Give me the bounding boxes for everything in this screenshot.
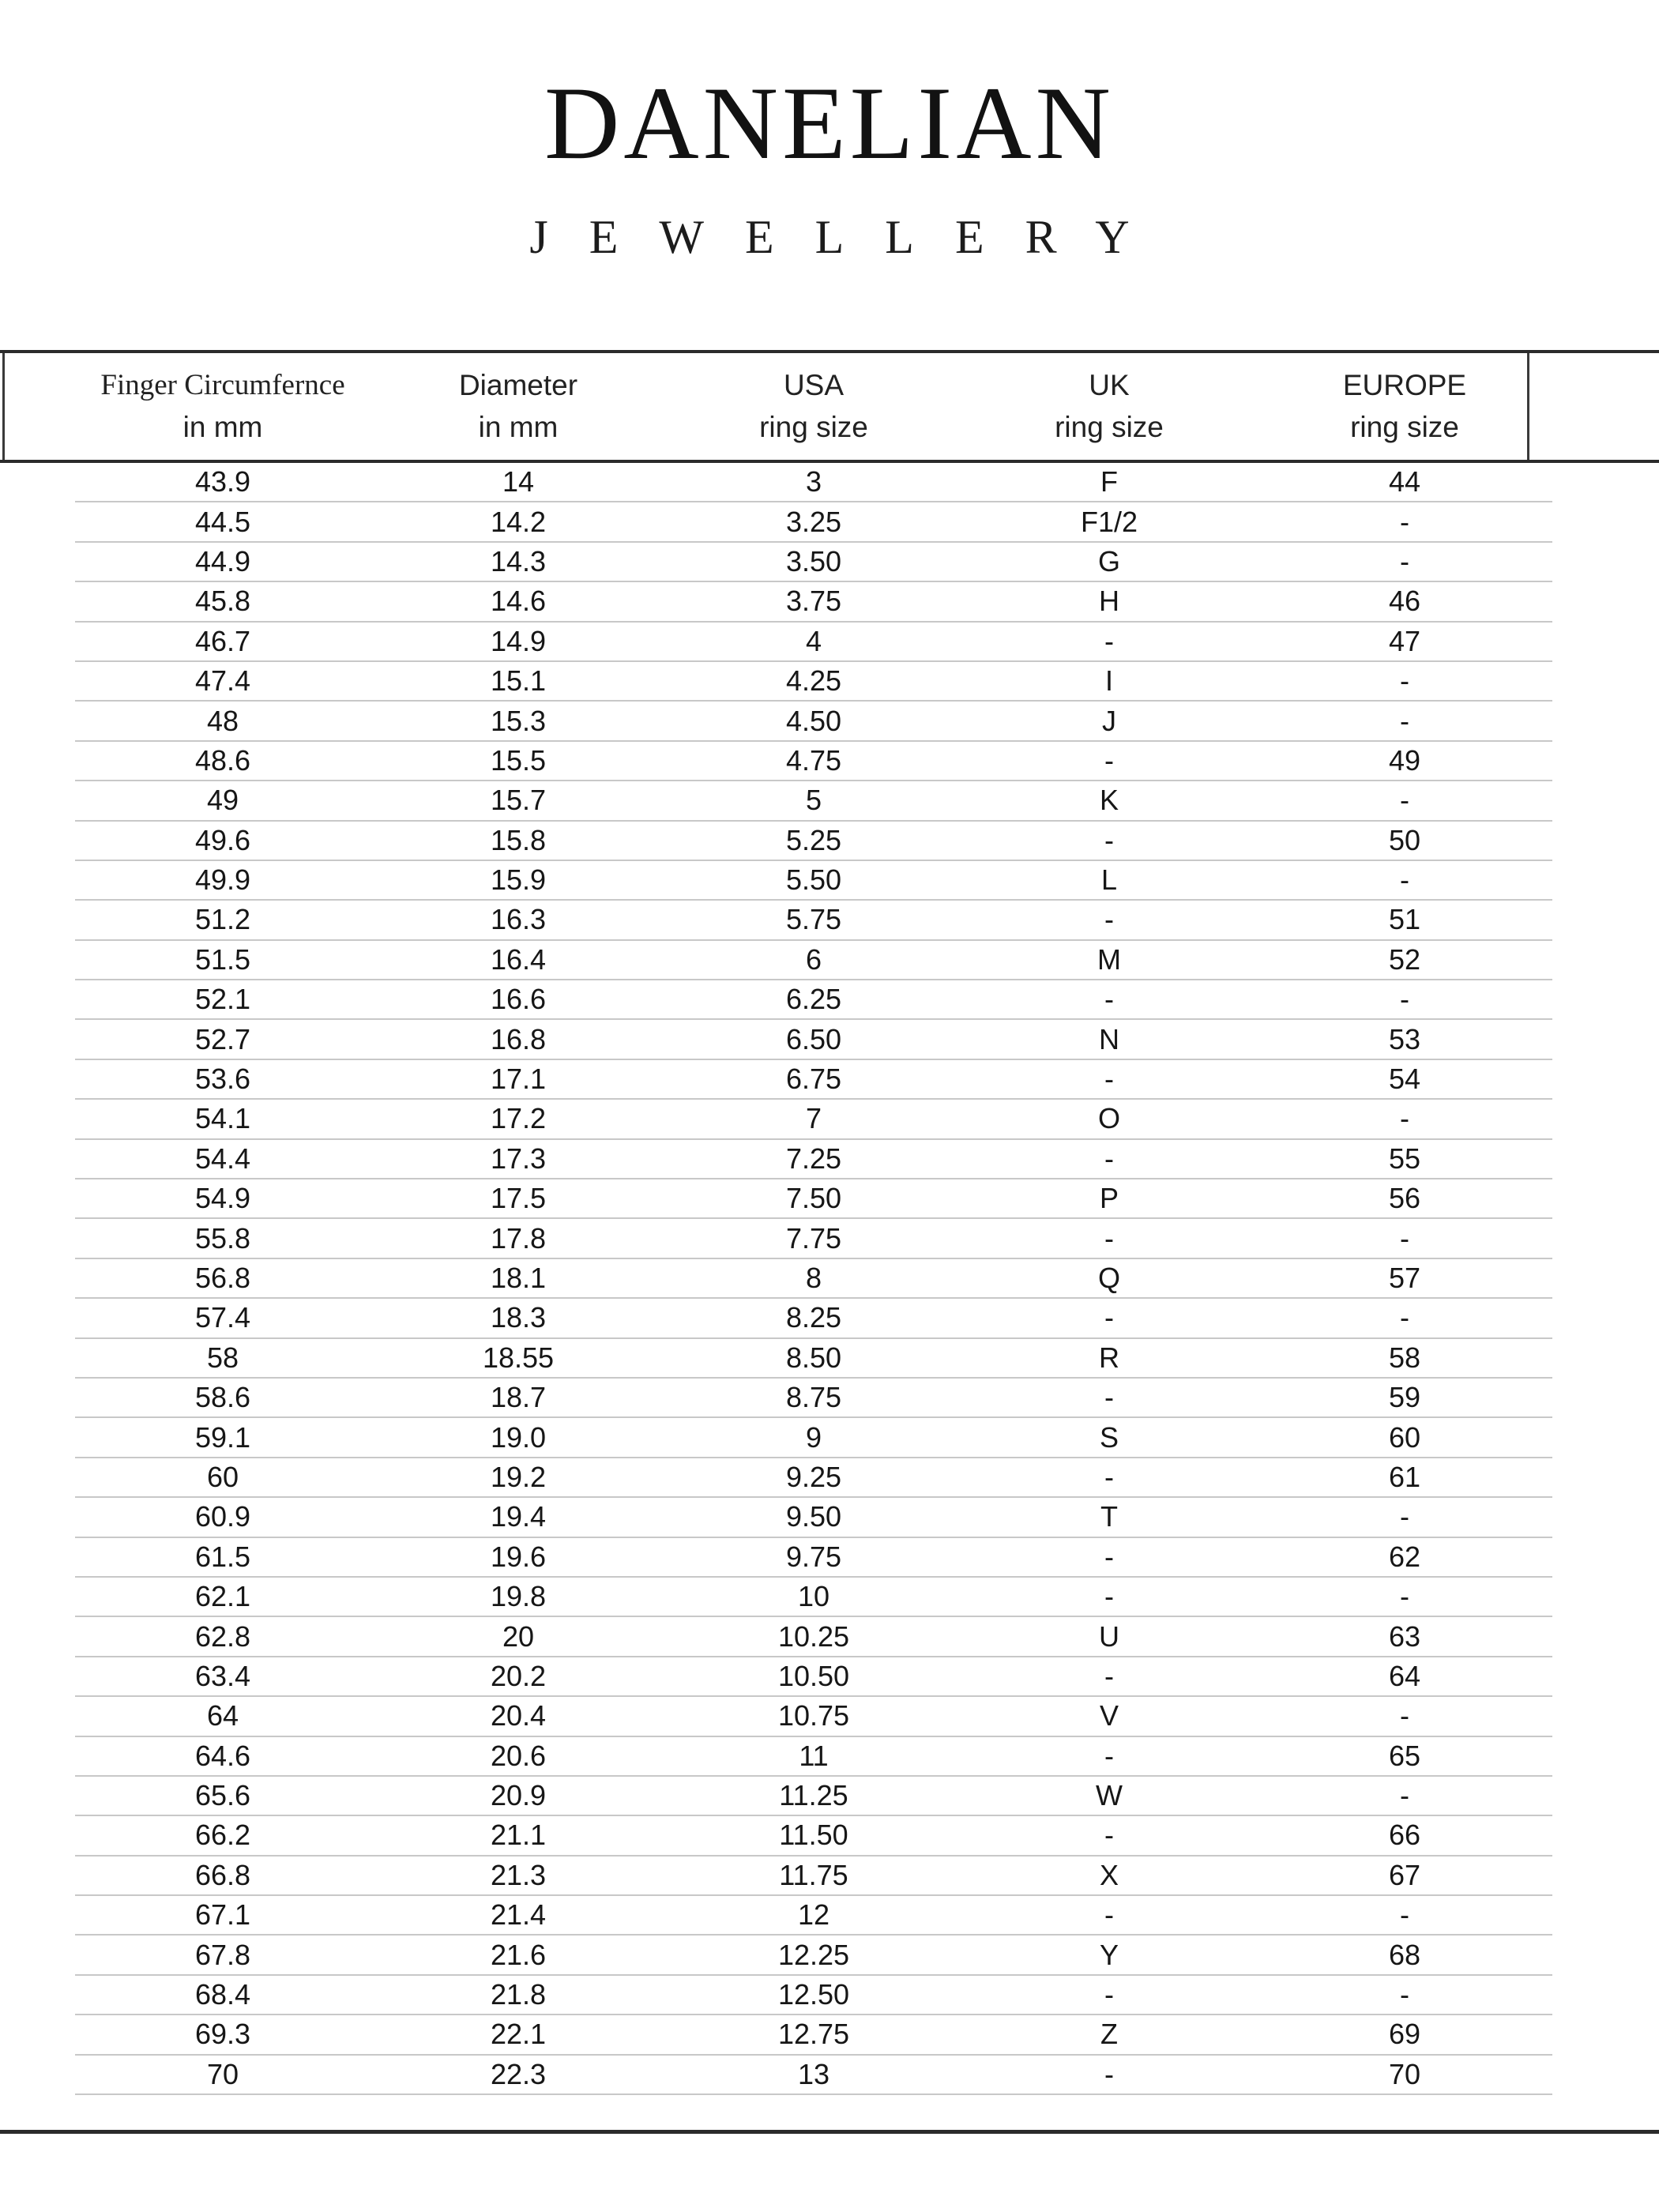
cell-europe-ring-size: - [1400, 664, 1409, 698]
cell-uk-ring-size: - [1104, 2057, 1114, 2090]
cell-diameter-mm: 19.6 [490, 1540, 547, 1573]
cell-usa-ring-size: 5 [805, 784, 822, 817]
cell-uk-ring-size: H [1099, 585, 1119, 618]
cell-diameter-mm: 17.3 [490, 1142, 547, 1175]
cell-finger-circumference-mm: 64.6 [194, 1739, 251, 1772]
column-header-sublabel: ring size [759, 410, 868, 443]
table-row [75, 2015, 1552, 2055]
cell-usa-ring-size: 12.50 [777, 1978, 850, 2011]
table-row [75, 1458, 1552, 1498]
cell-usa-ring-size: 4 [805, 624, 822, 657]
table-row [75, 1816, 1552, 1856]
brand-logo [0, 0, 1659, 261]
cell-usa-ring-size: 3.75 [785, 585, 842, 618]
column-header-europe-ring-size [1257, 365, 1552, 448]
cell-diameter-mm: 16.4 [490, 942, 547, 976]
cell-europe-ring-size: - [1400, 1221, 1409, 1255]
cell-diameter-mm: 16.8 [490, 1022, 547, 1055]
cell-usa-ring-size: 4.25 [785, 664, 842, 698]
cell-uk-ring-size: - [1104, 1540, 1114, 1573]
cell-uk-ring-size: Q [1097, 1262, 1120, 1294]
cell-usa-ring-size: 6.25 [785, 983, 842, 1016]
cell-finger-circumference-mm: 58 [206, 1341, 239, 1374]
cell-usa-ring-size: 6.50 [785, 1022, 842, 1055]
cell-finger-circumference-mm: 54.9 [194, 1182, 251, 1215]
cell-diameter-mm: 20.9 [490, 1779, 547, 1812]
cell-finger-circumference-mm: 48 [206, 704, 239, 737]
cell-uk-ring-size: - [1104, 1063, 1114, 1096]
cell-usa-ring-size: 11.25 [779, 1779, 848, 1812]
cell-finger-circumference-mm: 54.4 [194, 1142, 251, 1175]
column-header-sublabel: ring size [1350, 410, 1459, 443]
cell-usa-ring-size: 4.50 [785, 704, 842, 737]
column-header-diameter [371, 365, 666, 448]
cell-uk-ring-size: T [1100, 1500, 1118, 1533]
cell-diameter-mm: 17.8 [490, 1221, 547, 1255]
cell-finger-circumference-mm: 52.7 [194, 1022, 251, 1055]
table-row [75, 1379, 1552, 1418]
cell-uk-ring-size: F1/2 [1080, 505, 1138, 538]
cell-europe-ring-size: 65 [1388, 1739, 1421, 1772]
cell-finger-circumference-mm: 60 [206, 1460, 239, 1493]
cell-diameter-mm: 17.5 [490, 1182, 547, 1215]
cell-uk-ring-size: K [1099, 784, 1119, 817]
cell-diameter-mm: 14.2 [490, 505, 547, 538]
cell-usa-ring-size: 9.25 [785, 1460, 842, 1493]
cell-uk-ring-size: - [1104, 1898, 1114, 1932]
cell-usa-ring-size: 12.25 [777, 1938, 850, 1971]
cell-uk-ring-size: - [1104, 624, 1114, 657]
table-row [75, 1219, 1552, 1258]
cell-usa-ring-size: 10.75 [777, 1699, 850, 1732]
cell-uk-ring-size: - [1104, 1819, 1114, 1852]
cell-europe-ring-size: - [1400, 784, 1409, 817]
cell-usa-ring-size: 11 [799, 1739, 829, 1772]
cell-finger-circumference-mm: 51.2 [194, 903, 251, 936]
cell-usa-ring-size: 13 [797, 2057, 830, 2090]
cell-finger-circumference-mm: 62.8 [194, 1620, 251, 1653]
cell-uk-ring-size: - [1104, 1381, 1114, 1414]
table-bottom-rule [0, 2130, 1659, 2134]
column-header-usa-ring-size [666, 365, 961, 448]
cell-europe-ring-size: 55 [1388, 1142, 1421, 1175]
cell-diameter-mm: 15.9 [490, 863, 547, 897]
cell-usa-ring-size: 12 [797, 1898, 830, 1932]
cell-uk-ring-size: - [1104, 903, 1114, 936]
cell-usa-ring-size: 5.75 [785, 903, 842, 936]
cell-finger-circumference-mm: 66.8 [194, 1858, 251, 1891]
cell-finger-circumference-mm: 44.9 [194, 544, 251, 577]
cell-uk-ring-size: G [1097, 544, 1120, 577]
table-row [75, 822, 1552, 861]
brand-title: DANELIAN [544, 65, 1115, 181]
cell-finger-circumference-mm: 52.1 [194, 983, 251, 1016]
cell-usa-ring-size: 12.75 [777, 2018, 850, 2051]
table-row [75, 941, 1552, 980]
cell-europe-ring-size: 54 [1388, 1063, 1421, 1096]
cell-uk-ring-size: - [1104, 1580, 1114, 1613]
cell-europe-ring-size: - [1400, 1779, 1409, 1812]
cell-diameter-mm: 20.4 [490, 1699, 547, 1732]
cell-finger-circumference-mm: 68.4 [194, 1978, 251, 2011]
cell-europe-ring-size: 44 [1388, 465, 1421, 498]
cell-europe-ring-size: - [1400, 1898, 1409, 1932]
cell-uk-ring-size: L [1100, 863, 1118, 897]
column-header-sublabel: in mm [478, 410, 559, 443]
cell-usa-ring-size: 3.50 [785, 544, 842, 577]
cell-uk-ring-size: V [1099, 1699, 1119, 1732]
cell-europe-ring-size: 47 [1388, 624, 1421, 657]
cell-uk-ring-size: - [1104, 1659, 1114, 1692]
cell-uk-ring-size: I [1104, 664, 1113, 698]
cell-europe-ring-size: 62 [1388, 1540, 1421, 1573]
table-body [75, 463, 1552, 2095]
table-row [75, 623, 1552, 662]
table-row [75, 980, 1552, 1020]
cell-uk-ring-size: - [1104, 1221, 1114, 1255]
table-row [75, 1498, 1552, 1537]
cell-diameter-mm: 21.1 [490, 1819, 547, 1852]
table-row [75, 463, 1552, 502]
cell-finger-circumference-mm: 56.8 [194, 1262, 251, 1294]
cell-europe-ring-size: 53 [1388, 1022, 1421, 1055]
cell-europe-ring-size: 57 [1388, 1262, 1421, 1294]
cell-diameter-mm: 19.0 [490, 1420, 547, 1454]
cell-finger-circumference-mm: 47.4 [194, 664, 251, 698]
table-row [75, 1936, 1552, 1975]
cell-finger-circumference-mm: 67.8 [194, 1938, 251, 1971]
cell-europe-ring-size: - [1400, 1699, 1409, 1732]
cell-usa-ring-size: 11.75 [779, 1858, 848, 1891]
table-row [75, 1617, 1552, 1657]
table-row [75, 861, 1552, 901]
table-row [75, 1777, 1552, 1816]
cell-finger-circumference-mm: 58.6 [194, 1381, 251, 1414]
cell-finger-circumference-mm: 57.4 [194, 1301, 251, 1334]
cell-usa-ring-size: 10.50 [777, 1659, 850, 1692]
cell-diameter-mm: 18.55 [482, 1341, 555, 1374]
table-row [75, 1697, 1552, 1736]
cell-europe-ring-size: 51 [1388, 903, 1421, 936]
cell-europe-ring-size: - [1400, 863, 1409, 897]
column-header-label: USA [783, 368, 845, 401]
table-header-row [75, 353, 1552, 460]
cell-finger-circumference-mm: 67.1 [194, 1898, 251, 1932]
cell-finger-circumference-mm: 70 [206, 2057, 239, 2090]
cell-uk-ring-size: - [1104, 983, 1114, 1016]
cell-finger-circumference-mm: 60.9 [194, 1500, 251, 1533]
cell-europe-ring-size: 46 [1388, 585, 1421, 618]
cell-usa-ring-size: 8.50 [785, 1341, 842, 1374]
cell-diameter-mm: 20 [502, 1620, 535, 1653]
cell-finger-circumference-mm: 51.5 [194, 942, 251, 976]
cell-europe-ring-size: 69 [1388, 2018, 1421, 2051]
cell-usa-ring-size: 10 [797, 1580, 830, 1613]
column-header-label: EUROPE [1342, 368, 1467, 401]
cell-europe-ring-size: 66 [1388, 1819, 1421, 1852]
cell-usa-ring-size: 7.50 [785, 1182, 842, 1215]
table-row [75, 2056, 1552, 2095]
cell-europe-ring-size: 64 [1388, 1659, 1421, 1692]
cell-europe-ring-size: 56 [1388, 1182, 1421, 1215]
cell-usa-ring-size: 3 [805, 465, 822, 498]
cell-europe-ring-size: 67 [1388, 1858, 1421, 1891]
cell-uk-ring-size: U [1099, 1620, 1119, 1653]
table-row [75, 1339, 1552, 1379]
cell-europe-ring-size: - [1400, 544, 1409, 577]
cell-diameter-mm: 18.3 [490, 1301, 547, 1334]
column-header-finger-circumference [75, 364, 371, 448]
table-row [75, 1737, 1552, 1777]
cell-uk-ring-size: R [1099, 1341, 1119, 1374]
cell-usa-ring-size: 10.25 [777, 1620, 850, 1653]
cell-europe-ring-size: 60 [1388, 1420, 1421, 1454]
cell-uk-ring-size: - [1104, 1301, 1114, 1334]
cell-diameter-mm: 22.3 [490, 2057, 547, 2090]
cell-finger-circumference-mm: 65.6 [194, 1779, 251, 1812]
cell-uk-ring-size: - [1104, 823, 1114, 856]
cell-diameter-mm: 14 [502, 465, 535, 498]
cell-usa-ring-size: 6 [805, 942, 822, 976]
cell-usa-ring-size: 9.50 [785, 1500, 842, 1533]
table-row [75, 1896, 1552, 1936]
cell-diameter-mm: 20.6 [490, 1739, 547, 1772]
cell-diameter-mm: 18.7 [490, 1381, 547, 1414]
cell-usa-ring-size: 7.75 [785, 1221, 842, 1255]
cell-diameter-mm: 19.2 [490, 1460, 547, 1493]
cell-uk-ring-size: - [1104, 1978, 1114, 2011]
cell-finger-circumference-mm: 48.6 [194, 743, 251, 777]
cell-diameter-mm: 16.3 [490, 903, 547, 936]
column-header-label: Finger Circumfernce [100, 369, 345, 402]
column-header-label: UK [1089, 368, 1130, 401]
cell-uk-ring-size: - [1104, 1142, 1114, 1175]
table-row [75, 1060, 1552, 1100]
table-row [75, 1856, 1552, 1896]
cell-diameter-mm: 14.6 [490, 585, 547, 618]
cell-europe-ring-size: 63 [1388, 1620, 1421, 1653]
cell-europe-ring-size: - [1400, 505, 1409, 538]
cell-europe-ring-size: 70 [1388, 2057, 1421, 2090]
table-row [75, 1020, 1552, 1059]
cell-diameter-mm: 20.2 [490, 1659, 547, 1692]
column-header-uk-ring-size [961, 365, 1257, 448]
cell-finger-circumference-mm: 53.6 [194, 1063, 251, 1096]
column-header-sublabel: in mm [182, 411, 263, 443]
table-row [75, 1418, 1552, 1458]
cell-uk-ring-size: F [1100, 465, 1118, 498]
cell-europe-ring-size: 50 [1388, 823, 1421, 856]
cell-uk-ring-size: Y [1099, 1938, 1119, 1971]
cell-finger-circumference-mm: 69.3 [194, 2018, 251, 2051]
cell-finger-circumference-mm: 44.5 [194, 505, 251, 538]
cell-europe-ring-size: 52 [1388, 942, 1421, 976]
cell-usa-ring-size: 9 [805, 1420, 822, 1454]
table-row [75, 1100, 1552, 1139]
table-row [75, 901, 1552, 940]
cell-europe-ring-size: 49 [1388, 743, 1421, 777]
cell-finger-circumference-mm: 43.9 [194, 465, 251, 498]
cell-finger-circumference-mm: 59.1 [194, 1420, 251, 1454]
table-header [0, 350, 1659, 463]
cell-europe-ring-size: - [1400, 1102, 1409, 1135]
cell-uk-ring-size: S [1099, 1420, 1119, 1454]
cell-diameter-mm: 17.1 [490, 1063, 547, 1096]
cell-finger-circumference-mm: 45.8 [194, 585, 251, 618]
cell-europe-ring-size: 58 [1388, 1341, 1421, 1374]
cell-usa-ring-size: 11.50 [779, 1819, 848, 1852]
cell-diameter-mm: 21.8 [490, 1978, 547, 2011]
table-row [75, 662, 1552, 702]
cell-uk-ring-size: O [1097, 1102, 1120, 1135]
cell-finger-circumference-mm: 49.9 [194, 863, 251, 897]
cell-finger-circumference-mm: 64 [206, 1699, 239, 1732]
cell-diameter-mm: 15.7 [490, 784, 547, 817]
cell-uk-ring-size: Z [1100, 2018, 1118, 2051]
cell-diameter-mm: 14.9 [490, 624, 547, 657]
cell-diameter-mm: 22.1 [490, 2018, 547, 2051]
cell-usa-ring-size: 7.25 [785, 1142, 842, 1175]
table-row [75, 1259, 1552, 1299]
cell-europe-ring-size: 61 [1388, 1460, 1421, 1493]
cell-uk-ring-size: J [1102, 704, 1116, 737]
cell-diameter-mm: 21.3 [490, 1858, 547, 1891]
cell-uk-ring-size: W [1096, 1779, 1123, 1812]
cell-diameter-mm: 16.6 [490, 983, 547, 1016]
cell-finger-circumference-mm: 49 [206, 784, 239, 817]
cell-diameter-mm: 14.3 [490, 544, 547, 577]
cell-finger-circumference-mm: 54.1 [194, 1102, 251, 1135]
table-row [75, 1538, 1552, 1578]
cell-europe-ring-size: 59 [1388, 1381, 1421, 1414]
cell-usa-ring-size: 3.25 [785, 505, 842, 538]
cell-diameter-mm: 21.6 [490, 1938, 547, 1971]
cell-usa-ring-size: 7 [805, 1102, 822, 1135]
cell-diameter-mm: 19.4 [490, 1500, 547, 1533]
cell-diameter-mm: 15.1 [490, 664, 547, 698]
cell-usa-ring-size: 8.75 [785, 1381, 842, 1414]
cell-uk-ring-size: - [1104, 1460, 1114, 1493]
table-row [75, 1140, 1552, 1179]
cell-uk-ring-size: N [1099, 1022, 1119, 1055]
cell-europe-ring-size: 68 [1388, 1938, 1421, 1971]
cell-diameter-mm: 15.3 [490, 704, 547, 737]
cell-europe-ring-size: - [1400, 983, 1409, 1016]
table-row [75, 1299, 1552, 1338]
table-row [75, 742, 1552, 781]
cell-usa-ring-size: 8.25 [785, 1301, 842, 1334]
table-row [75, 1179, 1552, 1219]
cell-uk-ring-size: - [1104, 1739, 1114, 1772]
cell-finger-circumference-mm: 46.7 [194, 624, 251, 657]
cell-europe-ring-size: - [1400, 1580, 1409, 1613]
table-row [75, 1578, 1552, 1617]
cell-usa-ring-size: 5.50 [785, 863, 842, 897]
cell-usa-ring-size: 4.75 [785, 743, 842, 777]
cell-europe-ring-size: - [1400, 1978, 1409, 2011]
cell-usa-ring-size: 6.75 [785, 1063, 842, 1096]
cell-diameter-mm: 15.8 [490, 823, 547, 856]
cell-finger-circumference-mm: 55.8 [194, 1221, 251, 1255]
cell-uk-ring-size: X [1099, 1858, 1119, 1891]
column-header-sublabel: ring size [1055, 410, 1164, 443]
table-row [75, 543, 1552, 582]
cell-diameter-mm: 15.5 [490, 743, 547, 777]
table-row [75, 1976, 1552, 2015]
cell-usa-ring-size: 8 [805, 1262, 822, 1294]
cell-finger-circumference-mm: 61.5 [194, 1540, 251, 1573]
table-row [75, 702, 1552, 741]
cell-finger-circumference-mm: 49.6 [194, 823, 251, 856]
cell-uk-ring-size: P [1099, 1182, 1119, 1215]
cell-uk-ring-size: M [1097, 942, 1121, 976]
cell-diameter-mm: 19.8 [490, 1580, 547, 1613]
cell-finger-circumference-mm: 62.1 [194, 1580, 251, 1613]
brand-subtitle: JEWELLERY [529, 211, 1171, 263]
cell-finger-circumference-mm: 63.4 [194, 1659, 251, 1692]
ring-size-table [0, 350, 1659, 2134]
cell-europe-ring-size: - [1400, 1500, 1409, 1533]
cell-diameter-mm: 18.1 [490, 1262, 547, 1294]
table-row [75, 1657, 1552, 1697]
cell-diameter-mm: 21.4 [490, 1898, 547, 1932]
cell-uk-ring-size: - [1104, 743, 1114, 777]
cell-usa-ring-size: 9.75 [785, 1540, 842, 1573]
cell-usa-ring-size: 5.25 [785, 823, 842, 856]
table-row [75, 582, 1552, 622]
column-header-label: Diameter [458, 368, 578, 401]
cell-europe-ring-size: - [1400, 704, 1409, 737]
table-row [75, 502, 1552, 542]
cell-finger-circumference-mm: 66.2 [194, 1819, 251, 1852]
table-row [75, 781, 1552, 821]
cell-diameter-mm: 17.2 [490, 1102, 547, 1135]
cell-europe-ring-size: - [1400, 1301, 1409, 1334]
